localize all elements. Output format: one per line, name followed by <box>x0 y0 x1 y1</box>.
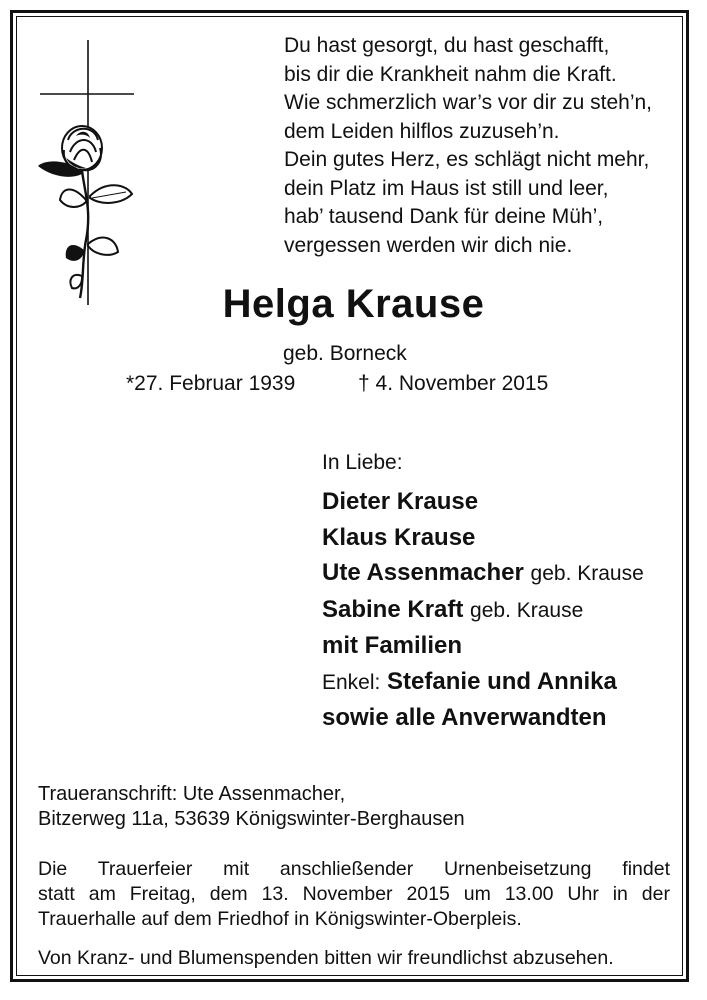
mourner-name: Sabine Kraft <box>322 595 464 623</box>
mourning-address <box>38 782 465 832</box>
funeral-notice <box>38 857 670 932</box>
deceased-name: Helga Krause <box>222 282 485 326</box>
notice-line: Die Trauerfeier mit anschließender Urnenbeisetzung findet <box>38 858 670 880</box>
flowers-decline-note: Von Kranz- und Blumenspenden bitten wir freundlichst abzusehen. <box>38 947 614 969</box>
death-date: † 4. November 2015 <box>358 372 549 395</box>
address-line: Traueranschrift: Ute Assenmacher, <box>38 783 346 805</box>
mourner-name: Stefanie und Annika <box>387 667 617 695</box>
birth-date: *27. Februar 1939 <box>126 372 296 395</box>
poem-line: dem Leiden hilflos zuzuseh’n. <box>284 119 560 143</box>
mourner-name: sowie alle Anverwandten <box>322 704 607 731</box>
mourner-item <box>322 628 682 664</box>
mourners-list <box>322 450 682 736</box>
poem-line: hab’ tausend Dank für deine Müh’, <box>284 205 604 228</box>
mourner-item <box>322 592 682 629</box>
mourner-item <box>322 520 682 556</box>
mourner-maiden: geb. Krause <box>530 562 644 585</box>
poem <box>284 32 684 260</box>
maiden-name: geb. Borneck <box>283 342 407 365</box>
life-dates <box>126 372 549 396</box>
mourner-item <box>322 555 682 592</box>
poem-line: Wie schmerzlich war’s vor dir zu steh’n, <box>284 91 652 114</box>
mourner-item <box>322 664 682 701</box>
poem-line: Du hast gesorgt, du hast geschafft, <box>284 34 610 57</box>
mourner-name: Ute Assenmacher <box>322 559 524 586</box>
mourner-name: Klaus Krause <box>322 523 476 551</box>
poem-line: Dein gutes Herz, es schlägt nicht mehr, <box>284 148 650 171</box>
poem-line: bis dir die Krankheit nahm die Kraft. <box>284 62 617 86</box>
mourner-item <box>322 700 682 736</box>
poem-line: dein Platz im Haus ist still und leer, <box>284 176 609 200</box>
mourner-prefix: Enkel: <box>322 670 381 694</box>
notice-line: Trauerhalle auf dem Friedhof in Königswinter-Oberpleis. <box>38 908 522 930</box>
address-line: Bitzerweg 11a, 53639 Königswinter-Berghausen <box>38 808 465 830</box>
mourner-item <box>322 484 682 520</box>
mourner-name: mit Familien <box>322 632 463 659</box>
mourners-intro: In Liebe: <box>322 451 403 474</box>
mourner-maiden: geb. Krause <box>470 598 584 622</box>
poem-line: vergessen werden wir dich nie. <box>284 233 573 257</box>
mourner-name: Dieter Krause <box>322 488 479 515</box>
cross-with-rose-icon <box>36 40 136 305</box>
notice-line: statt am Freitag, dem 13. November 2015 um 13.00 Uhr in der <box>38 883 670 905</box>
